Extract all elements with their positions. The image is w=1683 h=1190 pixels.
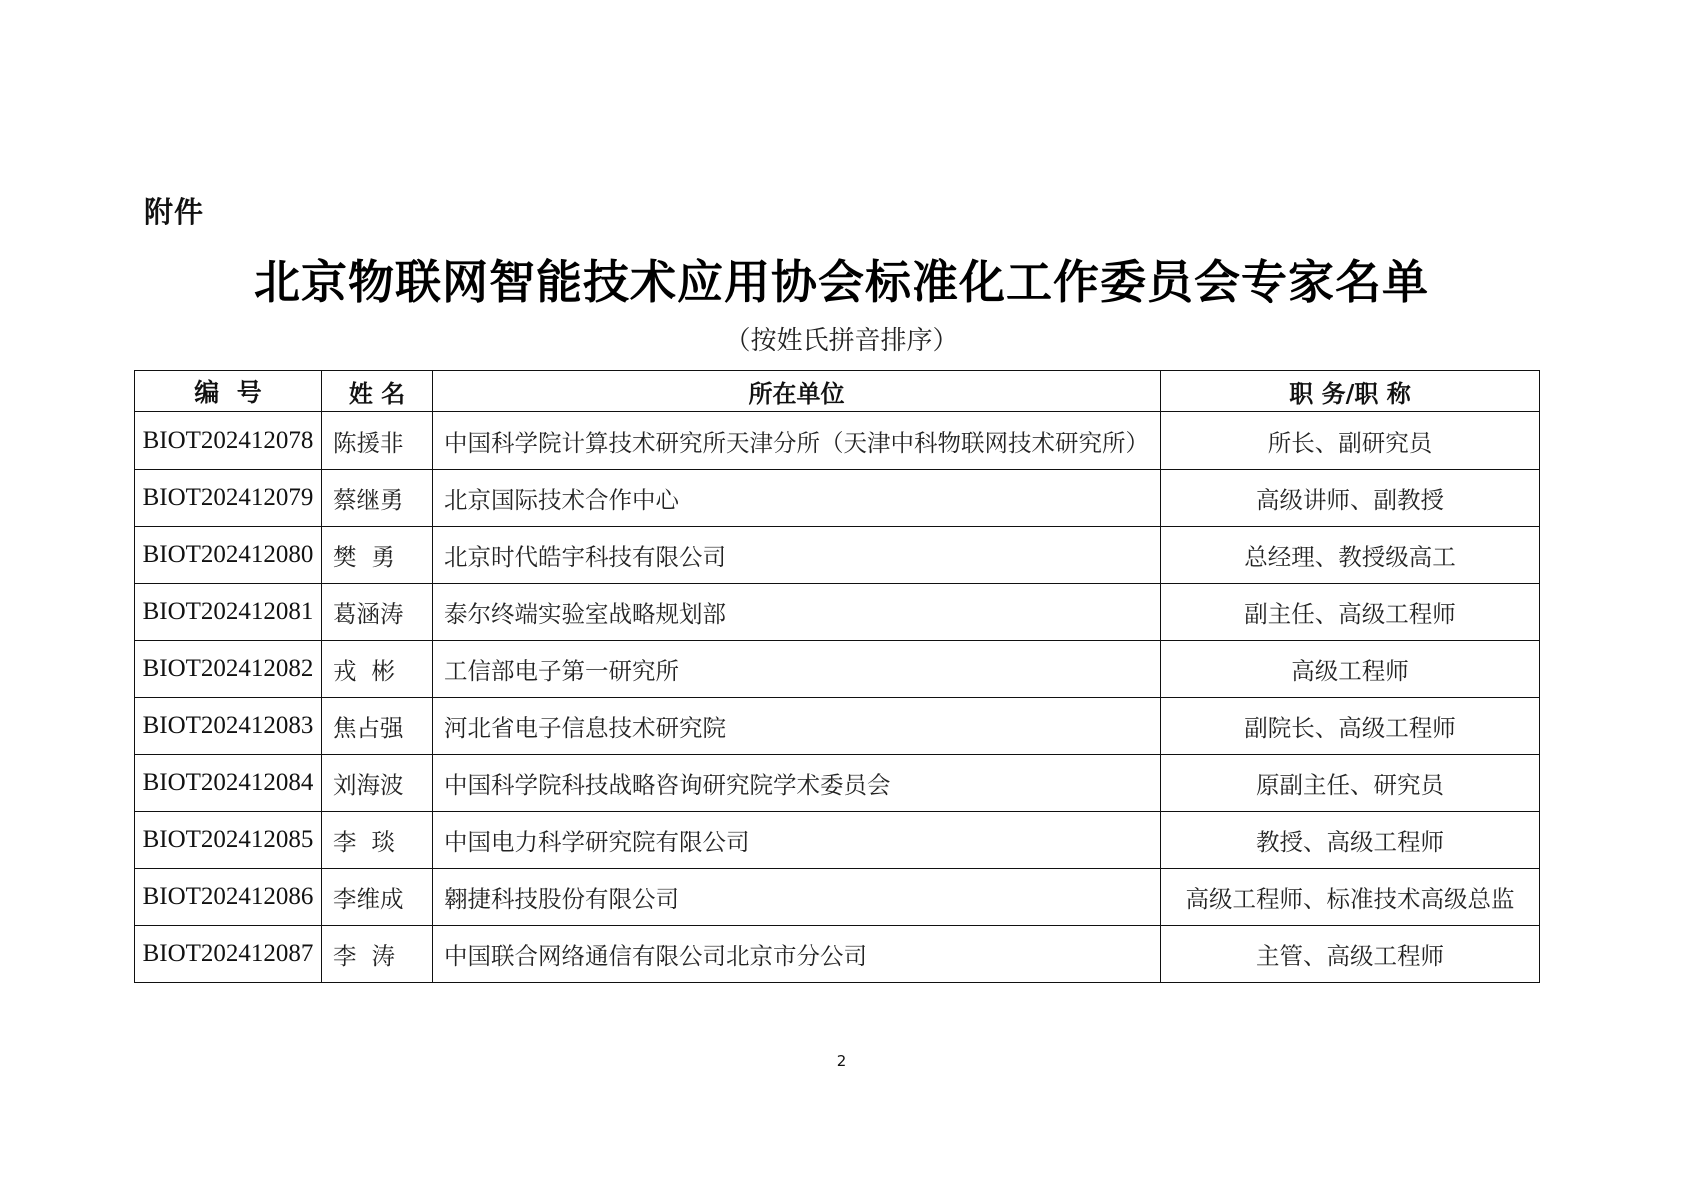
cell-id: BIOT202412080 <box>135 527 322 584</box>
table-row <box>135 470 1540 527</box>
cell-organization: 泰尔终端实验室战略规划部 <box>433 584 1161 641</box>
cell-organization: 中国科学院计算技术研究所天津分所（天津中科物联网技术研究所） <box>433 412 1161 470</box>
cell-id: BIOT202412085 <box>135 812 322 869</box>
table-row <box>135 412 1540 470</box>
cell-organization: 河北省电子信息技术研究院 <box>433 698 1161 755</box>
cell-id: BIOT202412083 <box>135 698 322 755</box>
cell-position-title: 高级工程师 <box>1161 641 1540 698</box>
table-row <box>135 926 1540 983</box>
table-row <box>135 812 1540 869</box>
cell-name: 李维成 <box>322 869 433 926</box>
page-subtitle: （按姓氏拼音排序） <box>724 326 959 356</box>
cell-name: 焦占强 <box>322 698 433 755</box>
cell-organization: 北京国际技术合作中心 <box>433 470 1161 527</box>
cell-position-title: 所长、副研究员 <box>1161 412 1540 470</box>
cell-name: 蔡继勇 <box>322 470 433 527</box>
header-name: 姓 名 <box>322 371 433 412</box>
attachment-label: 附件 <box>144 195 205 229</box>
page-number: 2 <box>836 1052 847 1070</box>
cell-name: 戎 彬 <box>322 641 433 698</box>
cell-position-title: 教授、高级工程师 <box>1161 812 1540 869</box>
page-title: 北京物联网智能技术应用协会标准化工作委员会专家名单 <box>254 255 1429 309</box>
cell-position-title: 高级讲师、副教授 <box>1161 470 1540 527</box>
cell-id: BIOT202412082 <box>135 641 322 698</box>
cell-organization: 翱捷科技股份有限公司 <box>433 869 1161 926</box>
cell-id: BIOT202412086 <box>135 869 322 926</box>
cell-id: BIOT202412078 <box>135 412 322 470</box>
cell-id: BIOT202412081 <box>135 584 322 641</box>
cell-id: BIOT202412079 <box>135 470 322 527</box>
cell-name: 李 涛 <box>322 926 433 983</box>
cell-organization: 中国电力科学研究院有限公司 <box>433 812 1161 869</box>
cell-organization: 北京时代皓宇科技有限公司 <box>433 527 1161 584</box>
cell-id: BIOT202412087 <box>135 926 322 983</box>
cell-organization: 中国科学院科技战略咨询研究院学术委员会 <box>433 755 1161 812</box>
cell-organization: 中国联合网络通信有限公司北京市分公司 <box>433 926 1161 983</box>
table-row <box>135 584 1540 641</box>
cell-position-title: 总经理、教授级高工 <box>1161 527 1540 584</box>
table-row <box>135 698 1540 755</box>
cell-position-title: 主管、高级工程师 <box>1161 926 1540 983</box>
cell-organization: 工信部电子第一研究所 <box>433 641 1161 698</box>
cell-position-title: 原副主任、研究员 <box>1161 755 1540 812</box>
table-row <box>135 755 1540 812</box>
header-organization: 所在单位 <box>433 371 1161 412</box>
cell-id: BIOT202412084 <box>135 755 322 812</box>
cell-name: 陈援非 <box>322 412 433 470</box>
expert-roster-table <box>134 370 1540 983</box>
table-row <box>135 641 1540 698</box>
cell-name: 樊 勇 <box>322 527 433 584</box>
cell-name: 葛涵涛 <box>322 584 433 641</box>
cell-position-title: 副院长、高级工程师 <box>1161 698 1540 755</box>
header-position-title: 职 务/职 称 <box>1161 371 1540 412</box>
cell-name: 李 琰 <box>322 812 433 869</box>
table-header-row <box>135 371 1540 412</box>
header-id: 编 号 <box>135 371 322 412</box>
cell-position-title: 副主任、高级工程师 <box>1161 584 1540 641</box>
table-row <box>135 869 1540 926</box>
cell-name: 刘海波 <box>322 755 433 812</box>
cell-position-title: 高级工程师、标准技术高级总监 <box>1161 869 1540 926</box>
table-row <box>135 527 1540 584</box>
